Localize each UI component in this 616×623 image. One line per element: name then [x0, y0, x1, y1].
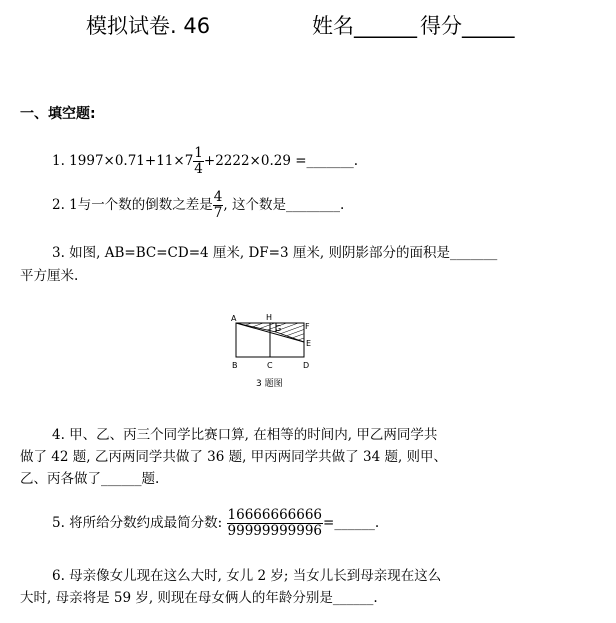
q1-suffix: +2222×0.29 =_______.	[203, 153, 359, 169]
question-3-line1: 3. 如图, AB=BC=CD=4 厘米, DF=3 厘米, 则阴影部分的面积是_______	[52, 245, 498, 261]
label-d: D	[303, 361, 310, 370]
q1-frac-den: 4	[194, 161, 203, 177]
label-a: A	[231, 314, 237, 323]
question-1	[52, 146, 358, 177]
q2-frac-num: 4	[213, 189, 223, 205]
question-4-line1: 4. 甲、乙、丙三个同学比赛口算, 在相等的时间内, 甲乙两同学共	[52, 427, 438, 443]
score-field[interactable]: 得分_____	[420, 14, 515, 38]
label-h: H	[266, 313, 273, 322]
label-e: E	[306, 339, 312, 348]
label-b: B	[232, 361, 238, 370]
geometry-figure	[228, 310, 348, 400]
question-3-line2: 平方厘米.	[20, 268, 79, 284]
q1-prefix: 1. 1997×0.71+11×7	[52, 153, 194, 169]
q1-frac-num: 1	[194, 145, 203, 161]
question-4-line2: 做了 42 题, 乙丙两同学共做了 36 题, 甲丙两同学共做了 34 题, 则甲、	[20, 449, 448, 465]
q2-suffix: , 这个数是________.	[223, 197, 345, 213]
question-6-line1: 6. 母亲像女儿现在这么大时, 女儿 2 岁; 当女儿长到母亲现在这么	[52, 568, 442, 584]
q5-frac-num: 16666666666	[227, 507, 323, 523]
question-5	[52, 508, 379, 539]
q5-frac-den: 99999999996	[227, 523, 323, 539]
label-f: F	[305, 322, 310, 331]
q2-prefix: 2. 1与一个数的倒数之差是	[52, 197, 213, 213]
q1-fraction	[193, 146, 204, 177]
name-field[interactable]: 姓名______	[312, 14, 417, 38]
q2-fraction	[213, 190, 224, 221]
label-c: C	[267, 361, 273, 370]
q5-prefix: 5. 将所给分数约成最简分数:	[52, 515, 223, 531]
question-6-line2: 大时, 母亲将是 59 岁, 则现在母女俩人的年龄分别是______.	[20, 590, 378, 606]
section-title: 一、填空题:	[20, 106, 96, 122]
q5-fraction	[227, 508, 323, 539]
question-4-line3: 乙、丙各做了______题.	[20, 471, 160, 487]
question-2	[52, 190, 344, 221]
figure-caption: 3 题图	[256, 379, 283, 389]
label-g: G	[275, 324, 282, 333]
q2-frac-den: 7	[213, 205, 223, 221]
q5-suffix: =______.	[323, 515, 380, 531]
exam-title: 模拟试卷. 46	[86, 14, 211, 38]
